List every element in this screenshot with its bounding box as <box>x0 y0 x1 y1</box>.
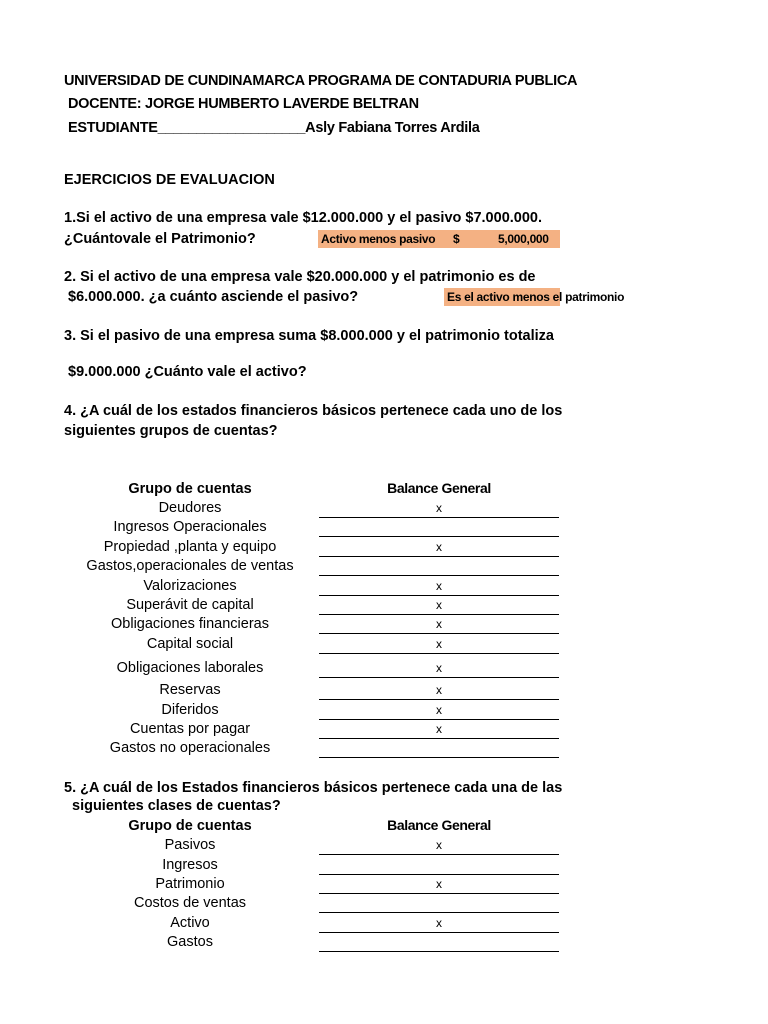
teacher-line: DOCENTE: JORGE HUMBERTO LAVERDE BELTRAN <box>68 96 419 112</box>
q5-row-label: Gastos <box>167 934 213 950</box>
q4-row-underline <box>319 595 559 596</box>
student-label: ESTUDIANTE___________________ <box>68 120 306 136</box>
question-4-line-2: siguientes grupos de cuentas? <box>64 423 278 439</box>
answer-1-currency: $ <box>453 232 460 246</box>
q4-row-label: Obligaciones laborales <box>116 660 264 676</box>
question-2-line-1: 2. Si el activo de una empresa vale $20.000.000 y el patrimonio es de <box>64 269 536 285</box>
q5-row-underline <box>319 893 559 894</box>
q4-row-label: Gastos,operacionales de ventas <box>86 558 294 574</box>
q4-row-mark-cell[interactable]: x <box>436 617 442 631</box>
q4-row-mark-cell[interactable]: x <box>436 722 442 736</box>
q4-row-underline <box>319 575 559 576</box>
question-1-answer-cell[interactable] <box>318 230 560 248</box>
q5-group-header: Grupo de cuentas <box>128 818 252 834</box>
q4-row-underline <box>319 653 559 654</box>
q4-row-underline <box>319 517 559 518</box>
q4-row-label: Gastos no operacionales <box>109 740 271 756</box>
question-5-line-1: 5. ¿A cuál de los Estados financieros básicos pertenece cada una de las <box>64 780 563 796</box>
question-5-line-2: siguientes clases de cuentas? <box>72 798 281 814</box>
answer-2-label: Es el activo menos el patrimonio <box>447 290 625 304</box>
q4-row-label: Obligaciones financieras <box>111 616 269 632</box>
q4-row-underline <box>319 699 559 700</box>
q4-row-label: Capital social <box>146 636 234 652</box>
q4-row-mark-cell[interactable]: x <box>436 579 442 593</box>
q5-row-label: Patrimonio <box>155 876 225 892</box>
q5-row-label: Costos de ventas <box>133 895 247 911</box>
q5-row-label: Pasivos <box>164 837 216 853</box>
q5-balance-general-header: Balance General <box>387 817 491 833</box>
answer-1-value: 5,000,000 <box>498 232 549 246</box>
q4-row-underline <box>319 719 559 720</box>
q4-balance-general-header: Balance General <box>387 480 491 496</box>
q4-row-mark-cell[interactable]: x <box>436 598 442 612</box>
q4-row-mark-cell[interactable]: x <box>436 661 442 675</box>
q4-row-underline <box>319 556 559 557</box>
question-2-line-2: $6.000.000. ¿a cuánto asciende el pasivo? <box>68 289 359 305</box>
section-title: EJERCICIOS DE EVALUACION <box>64 172 275 188</box>
q5-row-underline <box>319 874 559 875</box>
q4-row-label: Cuentas por pagar <box>129 721 251 737</box>
q4-row-underline <box>319 614 559 615</box>
q4-row-mark-cell[interactable]: x <box>436 501 442 515</box>
q4-row-mark-cell[interactable]: x <box>436 637 442 651</box>
q4-row-mark-cell[interactable]: x <box>436 540 442 554</box>
q4-row-mark-cell[interactable]: x <box>436 703 442 717</box>
q4-row-mark-cell[interactable]: x <box>436 683 442 697</box>
q4-row-label: Reservas <box>159 682 221 698</box>
student-name: Asly Fabiana Torres Ardila <box>305 120 480 136</box>
q5-row-mark-cell[interactable]: x <box>436 916 442 930</box>
q4-row-label: Propiedad ,planta y equipo <box>103 539 277 555</box>
q4-row-underline <box>319 757 559 758</box>
q4-row-underline <box>319 633 559 634</box>
question-2-answer-cell[interactable] <box>444 288 625 306</box>
q4-row-label: Diferidos <box>161 702 219 718</box>
q5-row-underline <box>319 912 559 913</box>
q4-row-label: Superávit de capital <box>126 597 254 613</box>
question-3-line-2: $9.000.000 ¿Cuánto vale el activo? <box>68 364 307 380</box>
question-1-line-1: 1.Si el activo de una empresa vale $12.000.000 y el pasivo $7.000.000. <box>64 210 543 226</box>
question-3-line-1: 3. Si el pasivo de una empresa suma $8.000.000 y el patrimonio totaliza <box>64 328 554 344</box>
student-line <box>68 119 480 137</box>
q5-row-label: Ingresos <box>162 857 218 873</box>
q4-row-underline <box>319 738 559 739</box>
question-4-line-1: 4. ¿A cuál de los estados financieros básicos pertenece cada uno de los <box>64 403 563 419</box>
q5-row-label: Activo <box>170 915 210 931</box>
q5-row-underline <box>319 854 559 855</box>
q4-row-underline <box>319 536 559 537</box>
q4-row-underline <box>319 677 559 678</box>
q5-row-underline <box>319 951 559 952</box>
q5-row-mark-cell[interactable]: x <box>436 877 442 891</box>
question-1-line-2: ¿Cuántovale el Patrimonio? <box>64 231 256 247</box>
university-program-title: UNIVERSIDAD DE CUNDINAMARCA PROGRAMA DE CONTADURIA PUBLICA <box>64 73 578 89</box>
q4-row-label: Ingresos Operacionales <box>113 519 267 535</box>
q4-group-header: Grupo de cuentas <box>128 481 252 497</box>
q4-row-label: Deudores <box>158 500 222 516</box>
q5-row-mark-cell[interactable]: x <box>436 838 442 852</box>
answer-1-label: Activo menos pasivo <box>321 232 436 246</box>
q5-row-underline <box>319 932 559 933</box>
q4-row-label: Valorizaciones <box>143 578 237 594</box>
